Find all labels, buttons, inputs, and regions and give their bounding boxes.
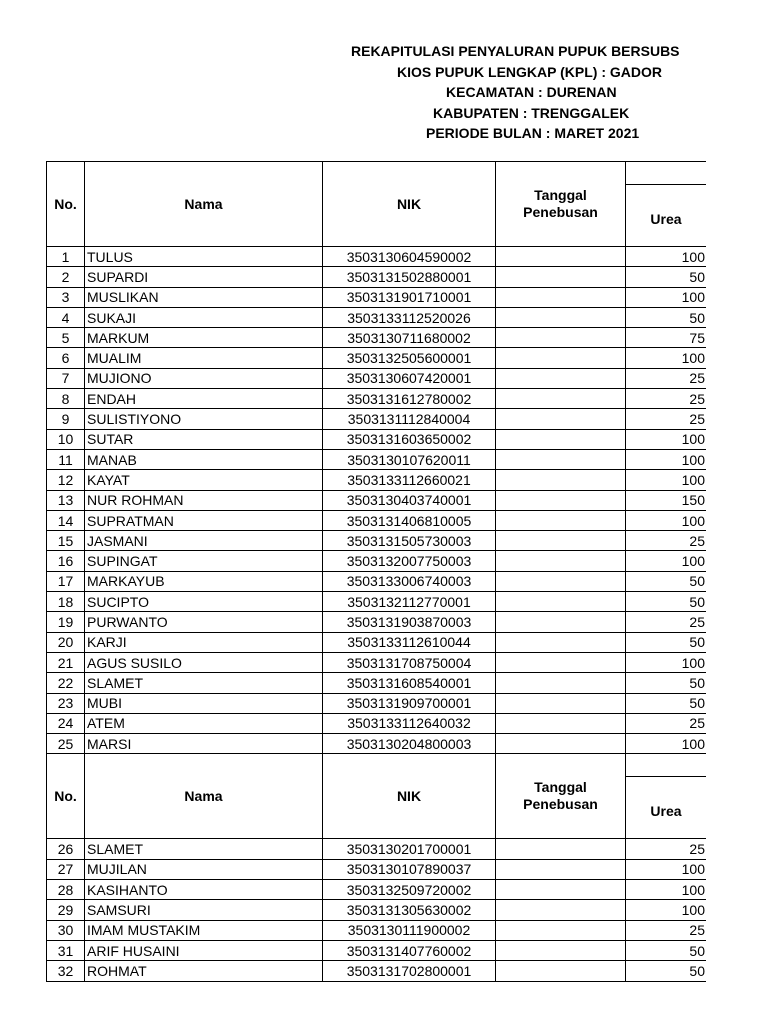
cell-urea: 50 [626, 940, 707, 960]
cell-no: 25 [47, 734, 85, 754]
cell-no: 12 [47, 470, 85, 490]
cell-no: 2 [47, 267, 85, 287]
cell-nama: SUPINGAT [85, 551, 323, 571]
cell-tanggal [496, 348, 626, 368]
col-header-group [626, 162, 707, 185]
cell-nik: 3503130711680002 [323, 328, 496, 348]
col-header-tanggal-line2: Penebusan [523, 204, 598, 220]
cell-nik: 3503130201700001 [323, 839, 496, 859]
col-header-tanggal [496, 754, 626, 839]
cell-tanggal [496, 734, 626, 754]
cell-nama: SULISTIYONO [85, 409, 323, 429]
cell-nik: 3503131505730003 [323, 531, 496, 551]
cell-urea: 25 [626, 713, 707, 733]
table-body [47, 162, 707, 982]
cell-nik: 3503130607420001 [323, 368, 496, 388]
col-header-tanggal-line1: Tanggal [534, 779, 587, 796]
cell-nik: 3503131909700001 [323, 693, 496, 713]
cell-urea: 25 [626, 368, 707, 388]
cell-no: 17 [47, 571, 85, 591]
col-header-nik: NIK [323, 162, 496, 247]
table-row [47, 531, 707, 551]
cell-no: 23 [47, 693, 85, 713]
table-row [47, 713, 707, 733]
cell-urea: 25 [626, 389, 707, 409]
cell-tanggal [496, 839, 626, 859]
cell-urea: 100 [626, 510, 707, 530]
cell-nama: SLAMET [85, 673, 323, 693]
cell-urea: 100 [626, 429, 707, 449]
cell-tanggal [496, 551, 626, 571]
cell-nik: 3503130107890037 [323, 859, 496, 879]
cell-urea: 25 [626, 920, 707, 940]
cell-tanggal [496, 449, 626, 469]
cell-tanggal [496, 961, 626, 981]
col-header-urea: Urea [626, 777, 707, 839]
cell-tanggal [496, 429, 626, 449]
table-row [47, 470, 707, 490]
cell-nama: ENDAH [85, 389, 323, 409]
cell-nik: 3503131305630002 [323, 900, 496, 920]
cell-nama: MANAB [85, 449, 323, 469]
cell-nik: 3503131406810005 [323, 510, 496, 530]
cell-no: 32 [47, 961, 85, 981]
cell-nik: 3503130111900002 [323, 920, 496, 940]
cell-nik: 3503131608540001 [323, 673, 496, 693]
cell-tanggal [496, 713, 626, 733]
cell-tanggal [496, 531, 626, 551]
cell-tanggal [496, 859, 626, 879]
cell-nama: SUTAR [85, 429, 323, 449]
cell-nik: 3503133112660021 [323, 470, 496, 490]
cell-no: 16 [47, 551, 85, 571]
cell-urea: 25 [626, 409, 707, 429]
table-row [47, 900, 707, 920]
table-row [47, 693, 707, 713]
cell-nama: MARKAYUB [85, 571, 323, 591]
cell-no: 26 [47, 839, 85, 859]
cell-nama: ROHMAT [85, 961, 323, 981]
cell-no: 4 [47, 307, 85, 327]
table-row [47, 429, 707, 449]
cell-nama: TULUS [85, 247, 323, 267]
cell-no: 29 [47, 900, 85, 920]
cell-no: 15 [47, 531, 85, 551]
cell-nama: MARKUM [85, 328, 323, 348]
cell-tanggal [496, 652, 626, 672]
cell-nama: IMAM MUSTAKIM [85, 920, 323, 940]
cell-nama: KASIHANTO [85, 880, 323, 900]
table-row [47, 409, 707, 429]
cell-nik: 3503132112770001 [323, 592, 496, 612]
cell-nik: 3503131702800001 [323, 961, 496, 981]
cell-nik: 3503131112840004 [323, 409, 496, 429]
cell-tanggal [496, 900, 626, 920]
cell-tanggal [496, 267, 626, 287]
cell-nama: MUALIM [85, 348, 323, 368]
table-row [47, 551, 707, 571]
table-row [47, 839, 707, 859]
cell-nama: SUKAJI [85, 307, 323, 327]
cell-tanggal [496, 510, 626, 530]
cell-no: 18 [47, 592, 85, 612]
cell-tanggal [496, 693, 626, 713]
title-line-1: REKAPITULASI PENYALURAN PUPUK BERSUBS [351, 43, 680, 59]
table-row [47, 389, 707, 409]
cell-urea: 50 [626, 693, 707, 713]
cell-nama: MUJILAN [85, 859, 323, 879]
cell-nik: 3503130107620011 [323, 449, 496, 469]
table-row [47, 571, 707, 591]
col-header-no: No. [47, 162, 85, 247]
cell-tanggal [496, 328, 626, 348]
cell-tanggal [496, 632, 626, 652]
cell-nama: AGUS SUSILO [85, 652, 323, 672]
header-row [47, 754, 707, 777]
cell-tanggal [496, 592, 626, 612]
cell-urea: 75 [626, 328, 707, 348]
cell-urea: 100 [626, 734, 707, 754]
cell-no: 19 [47, 612, 85, 632]
table-row [47, 267, 707, 287]
col-header-urea: Urea [626, 185, 707, 247]
cell-nama: ARIF HUSAINI [85, 940, 323, 960]
col-header-tanggal-line1: Tanggal [534, 187, 587, 203]
col-header-group [626, 754, 707, 777]
table-row [47, 592, 707, 612]
table-row [47, 859, 707, 879]
cell-nama: PURWANTO [85, 612, 323, 632]
table-row [47, 348, 707, 368]
cell-nama: KARJI [85, 632, 323, 652]
table-row [47, 247, 707, 267]
cell-urea: 50 [626, 592, 707, 612]
cell-no: 3 [47, 287, 85, 307]
cell-no: 6 [47, 348, 85, 368]
cell-no: 13 [47, 490, 85, 510]
cell-nama: SUPRATMAN [85, 510, 323, 530]
cell-tanggal [496, 470, 626, 490]
cell-urea: 25 [626, 531, 707, 551]
table-row [47, 961, 707, 981]
cell-no: 1 [47, 247, 85, 267]
cell-tanggal [496, 409, 626, 429]
cell-no: 21 [47, 652, 85, 672]
cell-nama: ATEM [85, 713, 323, 733]
table-row [47, 490, 707, 510]
cell-nik: 3503131903870003 [323, 612, 496, 632]
header-row [47, 162, 707, 185]
title-line-2: KIOS PUPUK LENGKAP (KPL) : GADOR [397, 63, 662, 80]
cell-no: 24 [47, 713, 85, 733]
table-row [47, 328, 707, 348]
table-row [47, 307, 707, 327]
cell-tanggal [496, 920, 626, 940]
cell-nik: 3503131603650002 [323, 429, 496, 449]
cell-nik: 3503132007750003 [323, 551, 496, 571]
cell-no: 5 [47, 328, 85, 348]
cell-nik: 3503130403740001 [323, 490, 496, 510]
cell-no: 27 [47, 859, 85, 879]
cell-no: 9 [47, 409, 85, 429]
table-row [47, 652, 707, 672]
cell-urea: 150 [626, 490, 707, 510]
cell-nama: MARSI [85, 734, 323, 754]
table-row [47, 368, 707, 388]
title-line-5: PERIODE BULAN : MARET 2021 [426, 125, 640, 141]
cell-nama: MUJIONO [85, 368, 323, 388]
cell-urea: 100 [626, 247, 707, 267]
cell-urea: 50 [626, 267, 707, 287]
cell-no: 20 [47, 632, 85, 652]
cell-nik: 3503133112610044 [323, 632, 496, 652]
cell-urea: 100 [626, 551, 707, 571]
cell-tanggal [496, 307, 626, 327]
cell-nama: SUPARDI [85, 267, 323, 287]
cell-nama: KAYAT [85, 470, 323, 490]
cell-urea: 100 [626, 470, 707, 490]
cell-tanggal [496, 940, 626, 960]
table-row [47, 510, 707, 530]
table-row [47, 734, 707, 754]
table-row [47, 673, 707, 693]
cell-tanggal [496, 287, 626, 307]
cell-no: 8 [47, 389, 85, 409]
cell-nik: 3503132509720002 [323, 880, 496, 900]
cell-nama: SAMSURI [85, 900, 323, 920]
col-header-tanggal [496, 162, 626, 247]
cell-no: 11 [47, 449, 85, 469]
cell-urea: 50 [626, 673, 707, 693]
cell-tanggal [496, 368, 626, 388]
cell-no: 14 [47, 510, 85, 530]
col-header-nik: NIK [323, 754, 496, 839]
cell-tanggal [496, 880, 626, 900]
col-header-nama: Nama [85, 754, 323, 839]
cell-nik: 3503132505600001 [323, 348, 496, 368]
cell-no: 10 [47, 429, 85, 449]
cell-urea: 25 [626, 612, 707, 632]
cell-tanggal [496, 247, 626, 267]
cell-nik: 3503133112640032 [323, 713, 496, 733]
table-row [47, 612, 707, 632]
cell-urea: 25 [626, 839, 707, 859]
cell-nama: JASMANI [85, 531, 323, 551]
title-line-4: KABUPATEN : TRENGGALEK [433, 104, 630, 121]
cell-no: 22 [47, 673, 85, 693]
cell-tanggal [496, 389, 626, 409]
cell-nik: 3503130604590002 [323, 247, 496, 267]
table-row [47, 880, 707, 900]
table-row [47, 920, 707, 940]
cell-urea: 50 [626, 632, 707, 652]
cell-urea: 50 [626, 307, 707, 327]
cell-urea: 100 [626, 652, 707, 672]
cell-nama: MUSLIKAN [85, 287, 323, 307]
col-header-nama: Nama [85, 162, 323, 247]
cell-no: 30 [47, 920, 85, 940]
col-header-tanggal-line2: Penebusan [523, 796, 598, 813]
table-row [47, 940, 707, 960]
cell-nik: 3503131407760002 [323, 940, 496, 960]
cell-nik: 3503133006740003 [323, 571, 496, 591]
cell-nik: 3503131612780002 [323, 389, 496, 409]
cell-tanggal [496, 571, 626, 591]
cell-nik: 3503133112520026 [323, 307, 496, 327]
recap-table-sheet [46, 161, 706, 982]
cell-tanggal [496, 490, 626, 510]
cell-nik: 3503130204800003 [323, 734, 496, 754]
cell-nama: SUCIPTO [85, 592, 323, 612]
cell-nama: SLAMET [85, 839, 323, 859]
table-row [47, 632, 707, 652]
cell-urea: 100 [626, 287, 707, 307]
cell-nama: NUR ROHMAN [85, 490, 323, 510]
col-header-no: No. [47, 754, 85, 839]
cell-no: 31 [47, 940, 85, 960]
cell-tanggal [496, 612, 626, 632]
table-row [47, 287, 707, 307]
recap-table [46, 161, 706, 982]
cell-nik: 3503131502880001 [323, 267, 496, 287]
cell-no: 28 [47, 880, 85, 900]
cell-no: 7 [47, 368, 85, 388]
cell-urea: 50 [626, 961, 707, 981]
title-line-3: KECAMATAN : DURENAN [446, 84, 617, 100]
cell-urea: 100 [626, 449, 707, 469]
cell-urea: 100 [626, 348, 707, 368]
cell-nik: 3503131708750004 [323, 652, 496, 672]
cell-urea: 100 [626, 900, 707, 920]
cell-tanggal [496, 673, 626, 693]
cell-nik: 3503131901710001 [323, 287, 496, 307]
cell-urea: 100 [626, 859, 707, 879]
table-row [47, 449, 707, 469]
cell-urea: 50 [626, 571, 707, 591]
cell-nama: MUBI [85, 693, 323, 713]
cell-urea: 100 [626, 880, 707, 900]
